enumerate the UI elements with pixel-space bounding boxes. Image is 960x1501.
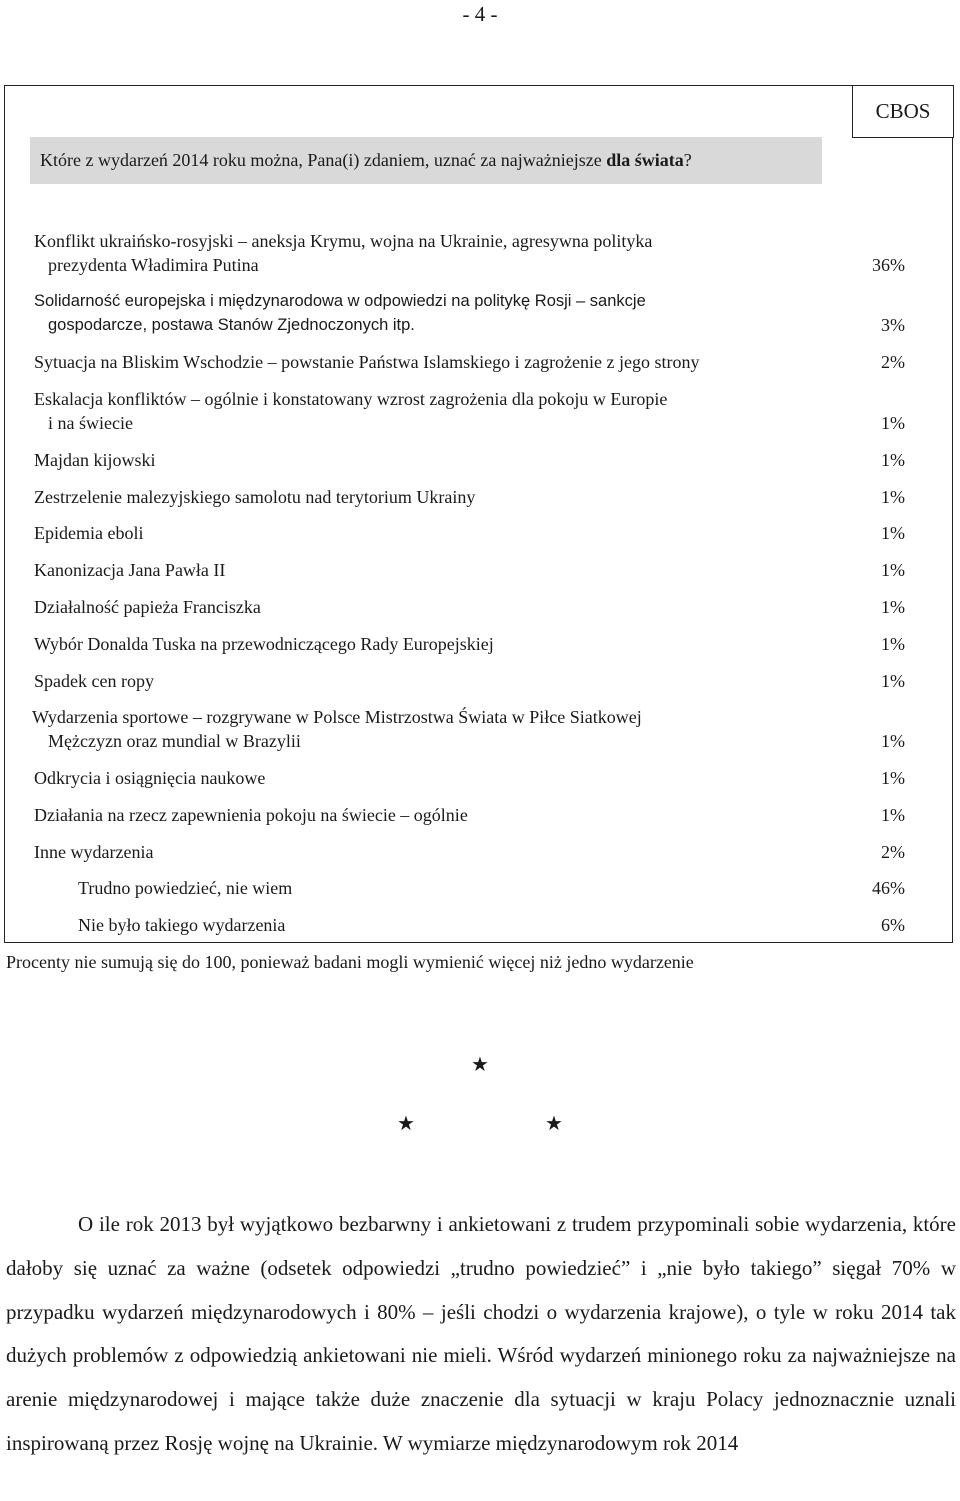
star-icon: ★	[545, 1113, 563, 1135]
row-value: 6%	[881, 915, 905, 935]
table-row	[34, 766, 910, 790]
row-value: 2%	[881, 352, 905, 372]
row-label: Działania na rzecz zapewnienia pokoju na świecie – ogólnie	[34, 805, 468, 825]
row-label: Kanonizacja Jana Pawła II	[34, 560, 226, 580]
row-label: Wybór Donalda Tuska na przewodniczącego Rady Europejskiej	[34, 634, 494, 654]
table-row	[34, 558, 910, 582]
row-label: Działalność papieża Franciszka	[34, 597, 261, 617]
table-row	[34, 595, 910, 619]
row-value: 1%	[881, 523, 905, 543]
row-value: 1%	[881, 597, 905, 617]
row-value: 1%	[881, 634, 905, 654]
row-value: 1%	[881, 731, 905, 751]
row-label: Eskalacja konfliktów – ogólnie i konstatowany wzrost zagrożenia dla pokoju w Europie i na świecie	[34, 389, 668, 433]
row-label: Inne wydarzenia	[34, 842, 154, 862]
body-paragraph: O ile rok 2013 był wyjątkowo bezbarwny i ankietowani z trudem przypominali sobie wydarzenia, które dałoby się uznać za ważne (odsetek odpowiedzi „trudno powiedzieć” i „nie było takiego” sięgał 70% w przypadku wydarzeń międzynarodowych i 80% – jeśli chodzi o wydarzenia krajowe), o tyle w roku 2014 tak dużych problemów z odpowiedzią ankietowani nie mieli. Wśród wydarzeń minionego roku za najważniejsze na arenie międzynarodowej i mające także duże znaczenie dla sytuacji w kraju Polacy jednoznacznie uznali inspirowaną przez Rosję wojnę na Ukrainie. W wymiarze międzynarodowym rok 2014	[6, 1212, 956, 1455]
row-label: Nie było takiego wydarzenia	[78, 915, 286, 935]
row-value: 3%	[881, 315, 905, 335]
table-row	[34, 229, 910, 277]
row-value: 1%	[881, 413, 905, 433]
table-footnote: Procenty nie sumują się do 100, ponieważ badani mogli wymienić więcej niż jedno wydarzenie	[6, 952, 694, 972]
table-row	[34, 669, 910, 693]
table-row	[34, 350, 910, 374]
question-text: Które z wydarzeń 2014 roku można, Pana(i) zdaniem, uznać za najważniejsze	[40, 150, 607, 170]
table-row	[34, 485, 910, 509]
row-value: 1%	[881, 560, 905, 580]
row-label: Epidemia eboli	[34, 523, 144, 543]
star-icon: ★	[397, 1113, 415, 1135]
row-label: Wydarzenia sportowe – rozgrywane w Polsce Mistrzostwa Świata w Piłce Siatkowej Mężczyzn oraz mundial w Brazylii	[32, 707, 642, 751]
table-row	[34, 448, 910, 472]
star-icon: ★	[471, 1054, 489, 1076]
table-row	[34, 840, 910, 864]
page-number: - 4 -	[462, 2, 498, 26]
table-row	[34, 632, 910, 656]
row-value: 1%	[881, 450, 905, 470]
row-value: 1%	[881, 671, 905, 691]
row-label: Spadek cen ropy	[34, 671, 154, 691]
question-banner	[30, 137, 822, 184]
question-mark: ?	[683, 150, 692, 170]
table-row	[34, 387, 910, 435]
row-value: 1%	[881, 487, 905, 507]
table-row	[34, 913, 910, 937]
row-value: 36%	[872, 255, 905, 275]
row-value: 1%	[881, 768, 905, 788]
table-row	[34, 803, 910, 827]
row-value: 1%	[881, 805, 905, 825]
row-value: 2%	[881, 842, 905, 862]
question-emphasis: dla świata	[606, 150, 684, 170]
cbos-logo: CBOS	[852, 85, 954, 138]
row-label: Trudno powiedzieć, nie wiem	[78, 878, 293, 898]
row-label: Solidarność europejska i międzynarodowa w odpowiedzi na politykę Rosji – sankcje gospodarcze, postawa Stanów Zjednoczonych itp.	[34, 292, 646, 334]
table-row	[32, 705, 908, 753]
row-label: Odkrycia i osiągnięcia naukowe	[34, 768, 266, 788]
table-row	[34, 289, 910, 337]
table-row	[34, 876, 910, 900]
row-label: Sytuacja na Bliskim Wschodzie – powstanie Państwa Islamskiego i zagrożenie z jego strony	[34, 352, 700, 372]
table-row	[34, 521, 910, 545]
row-label: Majdan kijowski	[34, 450, 156, 470]
row-label: Konflikt ukraińsko-rosyjski – aneksja Krymu, wojna na Ukrainie, agresywna polityka prezydenta Władimira Putina	[34, 231, 653, 275]
row-label: Zestrzelenie malezyjskiego samolotu nad terytorium Ukrainy	[34, 487, 476, 507]
row-value: 46%	[872, 878, 905, 898]
